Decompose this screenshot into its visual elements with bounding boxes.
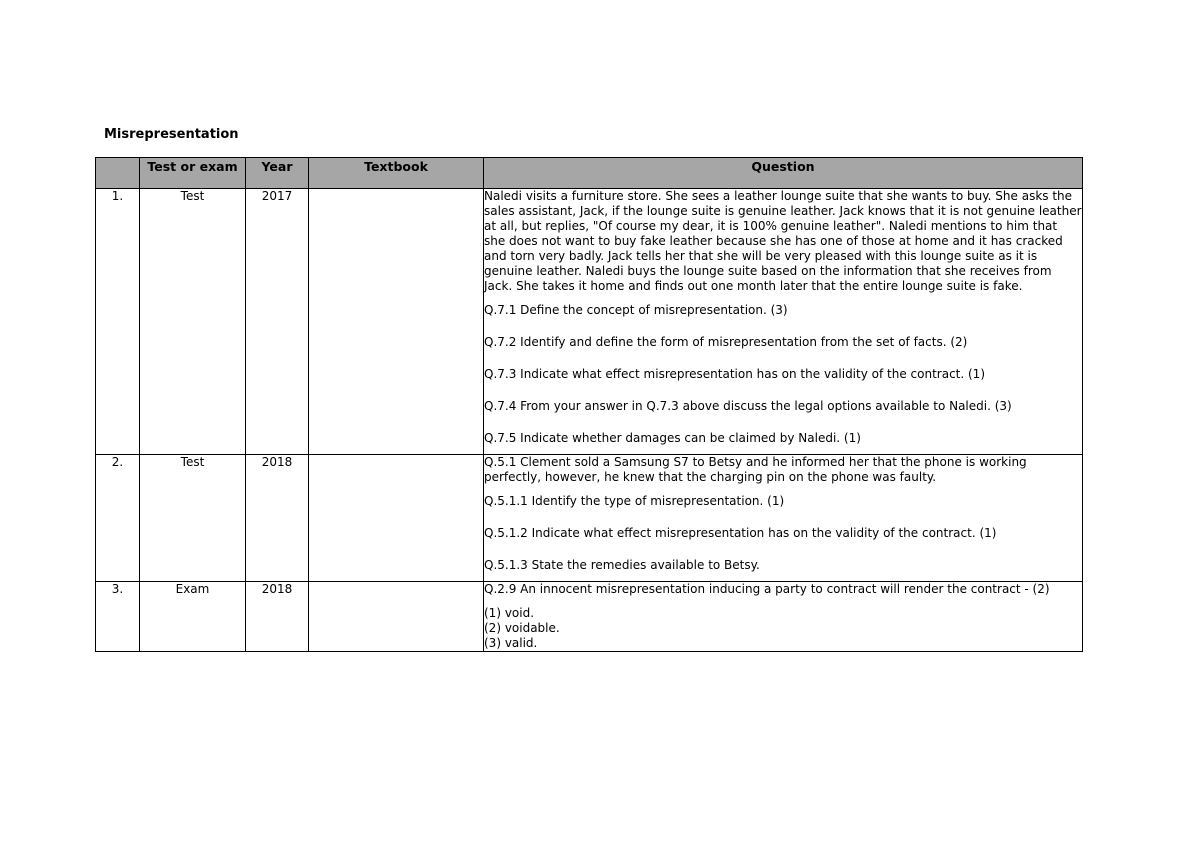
table-row: [96, 189, 1083, 455]
table-header-row: [96, 158, 1083, 189]
row-assessment-type: Test: [140, 189, 246, 455]
header-year: Year: [246, 158, 309, 189]
row-textbook: [309, 455, 484, 582]
header-test-or-exam: Test or exam: [140, 158, 246, 189]
answer-options: [484, 606, 1082, 651]
document-title: Misrepresentation: [104, 127, 239, 142]
row-year: 2018: [246, 582, 309, 652]
row-assessment-type: Test: [140, 455, 246, 582]
header-number: [96, 158, 140, 189]
row-question: [484, 189, 1083, 455]
row-question: [484, 455, 1083, 582]
answer-option: (3) valid.: [484, 636, 538, 650]
sub-question: Q.5.1.1 Identify the type of misrepresentation. (1): [484, 494, 785, 508]
row-textbook: [309, 189, 484, 455]
sub-question: Q.7.4 From your answer in Q.7.3 above discuss the legal options available to Naledi. (3): [484, 399, 1012, 413]
row-assessment-type: Exam: [140, 582, 246, 652]
sub-question: Q.7.3 Indicate what effect misrepresentation has on the validity of the contract. (1): [484, 367, 985, 381]
questions-table: [95, 157, 1083, 652]
row-year: 2018: [246, 455, 309, 582]
header-textbook: Textbook: [309, 158, 484, 189]
sub-question: Q.7.2 Identify and define the form of misrepresentation from the set of facts. (2): [484, 335, 968, 349]
row-textbook: [309, 582, 484, 652]
question-scenario: Q.2.9 An innocent misrepresentation inducing a party to contract will render the contract - (2): [484, 582, 1050, 596]
row-year: 2017: [246, 189, 309, 455]
sub-question: Q.5.1.3 State the remedies available to Betsy.: [484, 558, 760, 572]
question-scenario: Q.5.1 Clement sold a Samsung S7 to Betsy and he informed her that the phone is working perfectly, however, he knew that the charging pin on the phone was faulty.: [484, 455, 1027, 484]
answer-option: (1) void.: [484, 606, 535, 620]
sub-question: Q.5.1.2 Indicate what effect misrepresentation has on the validity of the contract. (1): [484, 526, 997, 540]
table-row: [96, 455, 1083, 582]
row-number: 1.: [96, 189, 140, 455]
row-question: [484, 582, 1083, 652]
row-number: 2.: [96, 455, 140, 582]
header-question: Question: [484, 158, 1083, 189]
sub-question: Q.7.1 Define the concept of misrepresentation. (3): [484, 303, 788, 317]
table-row: [96, 582, 1083, 652]
question-scenario: Naledi visits a furniture store. She sees a leather lounge suite that she wants to buy. She asks the sales assistant, Jack, if the lounge suite is genuine leather. Jack knows that it is not genuine leather at all, but replies, "Of course my dear, it is 100% genuine leather". Naledi mentions to him that she does not want to buy fake leather because she has one of those at home and it has cracked and torn very badly. Jack tells her that she will be very pleased with this lounge suite as it is genuine leather. Naledi buys the lounge suite based on the information that she receives from Jack. She takes it home and finds out one month later that the entire lounge suite is fake.: [484, 189, 1082, 293]
answer-option: (2) voidable.: [484, 621, 560, 635]
row-number: 3.: [96, 582, 140, 652]
sub-question: Q.7.5 Indicate whether damages can be claimed by Naledi. (1): [484, 431, 861, 445]
